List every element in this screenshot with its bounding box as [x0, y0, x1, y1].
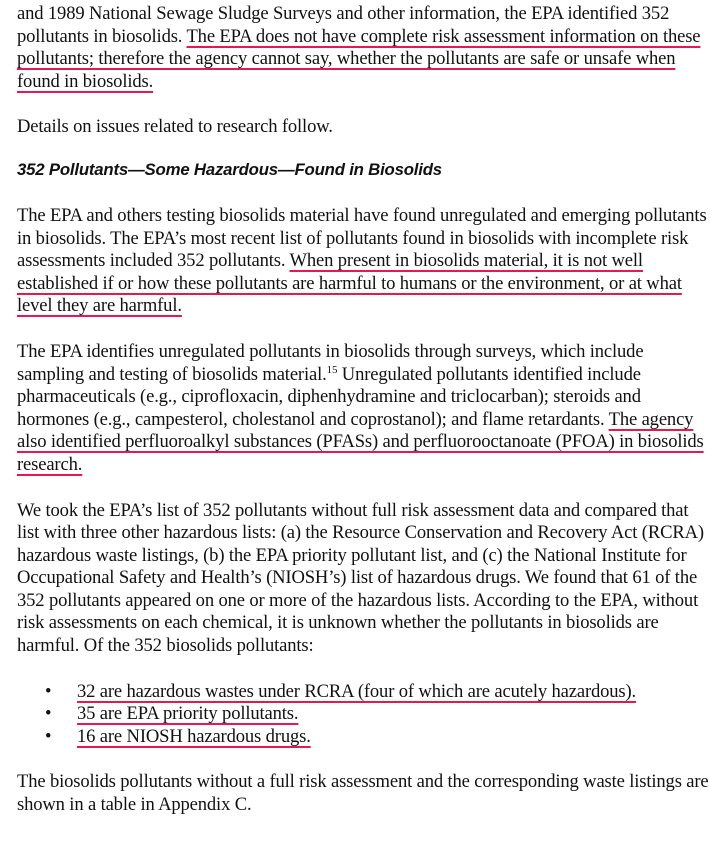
paragraph-unregulated-pollutants [17, 205, 710, 318]
bullet-icon: • [45, 703, 52, 725]
underlined-highlight: 35 are EPA priority pollutants. [77, 703, 299, 725]
bullet-icon: • [45, 680, 52, 702]
paragraph-epa-surveys [17, 0, 710, 93]
list-item [45, 703, 710, 726]
bullet-icon: • [45, 725, 52, 747]
paragraph-details: Details on issues related to research follow. [17, 116, 333, 138]
underlined-highlight: The EPA does not have complete risk assessment information on these pollutants; therefore the agency cannot say, whether the pollutants are safe or unsafe when found in biosolids. [17, 25, 701, 92]
list-item [45, 726, 710, 749]
underlined-highlight: When present in biosolids material, it is not well established if or how these pollutants are harmful to humans or the environment, or at what level they are harmful. [17, 250, 682, 317]
underlined-highlight: 32 are hazardous wastes under RCRA (four of which are acutely hazardous). [77, 680, 637, 702]
section-heading: 352 Pollutants—Some Hazardous—Found in Biosolids [17, 159, 442, 179]
bullet-list [17, 681, 710, 749]
paragraph-text: The EPA and others testing biosolids material have found unregulated and emerging pollutants in biosolids. The EPA’s most recent list of pollutants found in biosolids with incomplete risk assessments included 352 pollutants. [17, 204, 707, 272]
paragraph-surveys [17, 341, 710, 477]
footnote-reference[interactable]: 15 [326, 363, 338, 376]
paragraph-hazardous-lists: We took the EPA’s list of 352 pollutants without full risk assessment data and compared that list with three other hazardous lists: (a) the Resource Conservation and Recovery Act (RCRA) hazardous waste listings, (b) the EPA priority pollutant list, and (c) the National Institute for Occupational Safety and Health’s (NIOSH’s) list of hazardous drugs. We found that 61 of the 352 pollutants appeared on one or more of the hazardous lists. According to the EPA, without risk assessments on each chemical, it is unknown whether the pollutants in biosolids are harmful. Of the 352 biosolids pollutants: [17, 499, 704, 657]
paragraph-text: The EPA identifies unregulated pollutants in biosolids through surveys, which include sampling and testing of biosolids material. [17, 340, 644, 385]
list-item [45, 681, 710, 704]
paragraph-text: Unregulated pollutants identified include pharmaceuticals (e.g., ciprofloxacin, diphenhydramine and triclocarban); steroids and hormones (e.g., campesterol, cholestanol and coprostanol); and flame retardants. [17, 363, 641, 430]
paragraph-appendix-reference: The biosolids pollutants without a full risk assessment and the corresponding waste listings are shown in a table in Appendix C. [17, 771, 709, 816]
paragraph-text: and 1989 National Sewage Sludge Surveys and other information, the EPA identified 352 pollutants in biosolids. [17, 3, 670, 47]
underlined-highlight: The agency also identified perfluoroalkyl substances (PFASs) and perfluorooctanoate (PFOA) in biosolids research. [17, 408, 704, 475]
underlined-highlight: 16 are NIOSH hazardous drugs. [77, 725, 311, 747]
